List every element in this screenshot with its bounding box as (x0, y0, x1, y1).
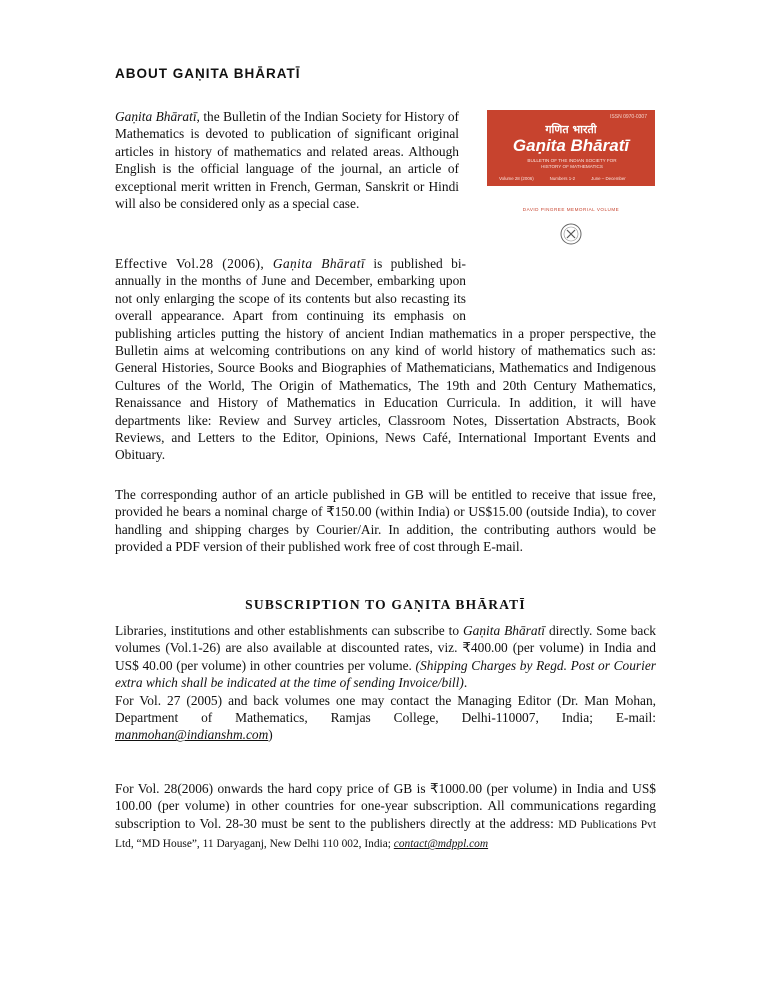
cover-volume-line (499, 176, 649, 181)
cover-volume: Volume 28 (2006) (499, 176, 534, 181)
cover-float-spacer (466, 255, 656, 310)
cover-title-hindi: गणित भारती (545, 123, 597, 136)
society-seal-icon (560, 222, 582, 246)
cover-subtitle: BULLETIN OF THE INDIAN SOCIETY FOR HISTORY OF MATHEMATICS (527, 158, 617, 169)
publisher-email-link[interactable]: contact@mdppl.com (393, 838, 489, 851)
publisher-address: MD Publications Pvt Ltd, “MD House”, 11 Daryaganj, New Delhi 110 002, India; (115, 818, 656, 851)
hardcopy-price-paragraph (115, 780, 656, 854)
scope-text: is published bi-annually in the months of June and December, embarking upon not only enlarging the scope of its contents but also recasting its overall appearance. Apart from continuing its emphasis on publishing articles putting the history of ancient Indian mathematics in a proper perspective, the Bulletin aims at welcoming contributions on any kind of world history of mathematics such as: General Histories, Source Books and Biographies of Mathematicians, Mathematics and Indigenous Cultures of the World, The Origin of Mathematics, The 19th and 20th Century Mathematics, Renaissance and History of Mathematics in Education Curricula. In addition, it will have departments like: Review and Survey articles, Classroom Notes, Dissertation Abstracts, Book Reviews, and Letters to the Editor, Opinions, News Café, International Important Events and Obituary. (115, 256, 656, 463)
managing-editor-email-link[interactable]: manmohan@indianshm.com (115, 727, 269, 743)
subscription-paragraph (115, 622, 656, 744)
journal-name: Gaṇita Bhāratī (462, 623, 546, 638)
scope-lead: Effective Vol.28 (2006), (115, 256, 273, 271)
cover-numbers: Numbers 1-2 (549, 176, 576, 181)
subscription-text-a: Libraries, institutions and other establishments can subscribe to (115, 623, 463, 638)
subscription-text-b: directly. Some back volumes (Vol.1-26) are also available at discounted rates, viz. ₹400.00 (per volume) in India and US$ 40.00 (per volume) in other countries per volume. (115, 623, 656, 673)
author-charge-paragraph: The corresponding author of an article published in GB will be entitled to receive that issue free, provided he bears a nominal charge of ₹150.00 (within India) or US$15.00 (outside India), to cover handling and shipping charges by Courier/Air. In addition, the contributing authors would be provided a PDF version of their published work free of cost through E-mail. (115, 487, 656, 555)
cover-months: June – December (591, 176, 626, 181)
scope-paragraph (115, 255, 656, 464)
back-volumes-close: ) (268, 727, 273, 743)
journal-name: Gaṇita Bhāratī (115, 109, 197, 124)
cover-title: Gaṇita Bhāratī (512, 136, 630, 155)
about-heading: ABOUT GAṆITA BHĀRATĪ (115, 66, 301, 81)
cover-issn: ISSN 0970-0307 (610, 114, 647, 120)
cover-red-band (487, 110, 655, 186)
journal-cover-image (487, 110, 655, 255)
journal-name: Gaṇita Bhāratī (272, 256, 365, 271)
cover-memorial-title: DAVID PINGREE MEMORIAL VOLUME (522, 207, 620, 212)
intro-paragraph (115, 108, 459, 212)
subscription-text-c: . (463, 675, 468, 691)
back-volumes-text: For Vol. 27 (2005) and back volumes one may contact the Managing Editor (Dr. Man Mohan, Department of Mathematics, Ramjas College, Delhi-110007, India; E-mail: (115, 692, 656, 726)
intro-text: , the Bulletin of the Indian Society for History of Mathematics is devoted to publication of significant original articles in history of mathematics and related areas. Although English is the official language of the journal, an article of exceptional merit written in French, German, Sanskrit or Hindi will also be considered only as a special case. (115, 109, 460, 212)
shipping-note: (Shipping Charges by Regd. Post or Courier extra which shall be indicated at the time of sending Invoice/bill) (115, 657, 656, 691)
subscription-heading: SUBSCRIPTION TO GAṆITA BHĀRATĪ (245, 597, 526, 612)
hardcopy-text: For Vol. 28(2006) onwards the hard copy price of GB is ₹1000.00 (per volume) in India and US$ 100.00 (per volume) in other countries for one-year subscription. All communications regarding subscription to Vol. 28-30 must be sent to the publishers directly at the address: (115, 781, 656, 831)
